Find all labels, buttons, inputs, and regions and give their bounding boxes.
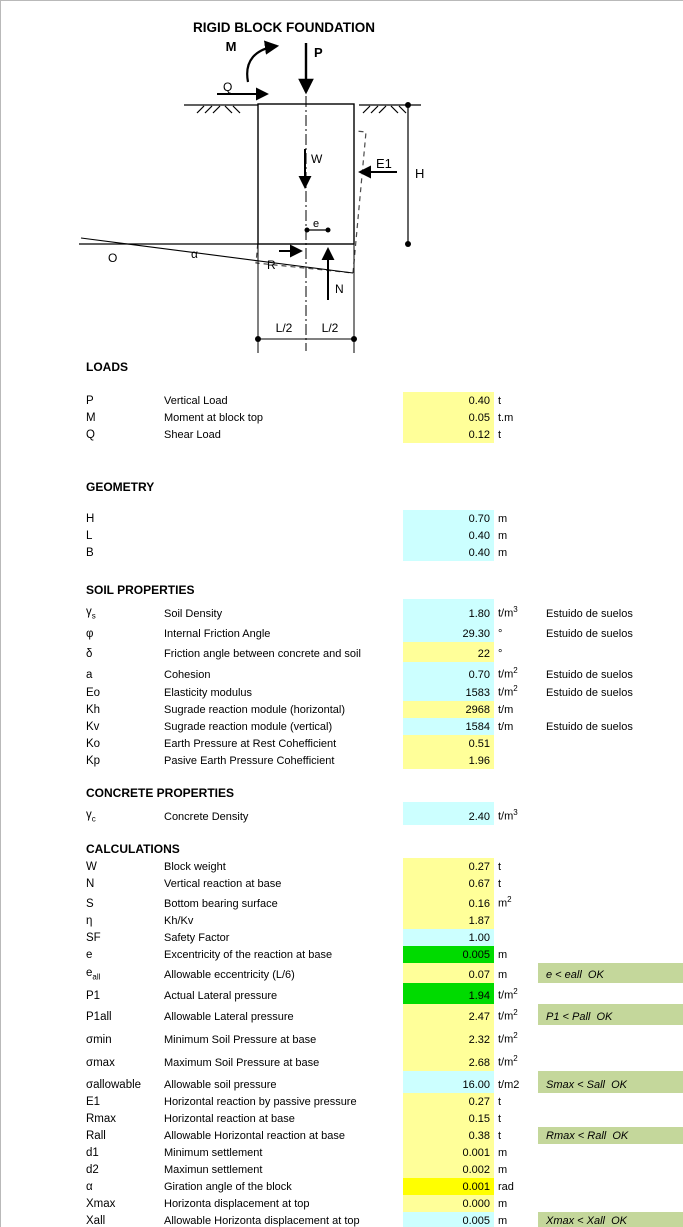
unit-text: m xyxy=(498,530,508,542)
symbol-cell xyxy=(86,429,95,441)
source-note: Estuido de suelos xyxy=(546,608,633,620)
symbol-subscript: all xyxy=(92,972,101,981)
symbol-text: Rall xyxy=(86,1130,106,1142)
table-row xyxy=(1,963,683,983)
symbol-text: Xmax xyxy=(86,1198,116,1210)
unit-text: m xyxy=(498,547,508,559)
description-label: Vertical Load xyxy=(164,395,228,407)
unit-label xyxy=(498,969,507,981)
unit-label xyxy=(498,878,501,890)
value-cell[interactable]: 0.40 xyxy=(403,392,494,409)
unit-label xyxy=(498,1113,501,1125)
symbol-text: M xyxy=(86,412,96,424)
description-label: Maximun settlement xyxy=(164,1164,263,1176)
description-label: Shear Load xyxy=(164,429,221,441)
value-cell[interactable]: 0.000 xyxy=(403,1195,494,1212)
unit-label xyxy=(498,1215,507,1227)
symbol-text: σallowable xyxy=(86,1079,142,1091)
table-row xyxy=(1,527,683,544)
source-note: Estuido de suelos xyxy=(546,669,633,681)
unit-text: t/m xyxy=(498,669,514,681)
unit-text: m xyxy=(498,1164,508,1176)
unit-text: t xyxy=(498,878,502,890)
symbol-text: δ xyxy=(86,648,93,660)
moment-arrow xyxy=(247,46,277,82)
symbol-text: σmin xyxy=(86,1034,112,1046)
symbol-text: P1 xyxy=(86,990,101,1002)
description-label: Horizonta displacement at top xyxy=(164,1198,310,1210)
symbol-cell xyxy=(86,513,94,525)
foundation-diagram xyxy=(1,1,683,356)
symbol-cell xyxy=(86,669,92,681)
dimension-dot xyxy=(351,336,357,342)
table-row xyxy=(1,875,683,892)
value-cell[interactable]: 0.70 xyxy=(403,662,494,683)
description-label: Block weight xyxy=(164,861,226,873)
symbol-text: φ xyxy=(86,628,94,640)
unit-label xyxy=(498,412,513,424)
description-label: Bottom bearing surface xyxy=(164,898,278,910)
description-label: Sugrade reaction module (horizontal) xyxy=(164,704,345,716)
symbol-text: SF xyxy=(86,932,101,944)
symbol-cell xyxy=(86,738,100,750)
value-cell[interactable]: 1.87 xyxy=(403,912,494,929)
value-cell[interactable]: 0.005 xyxy=(403,1212,494,1227)
symbol-cell xyxy=(86,547,94,559)
description-label: Cohesion xyxy=(164,669,211,681)
unit-label xyxy=(498,547,507,559)
value-cell[interactable]: 0.002 xyxy=(403,1161,494,1178)
symbol-text: Kp xyxy=(86,755,101,767)
table-row xyxy=(1,718,683,735)
value-cell[interactable]: 1.00 xyxy=(403,929,494,946)
symbol-text: Kh xyxy=(86,704,101,716)
eccentricity-dot xyxy=(305,228,310,233)
dimension-dot xyxy=(255,336,261,342)
symbol-cell xyxy=(86,1113,116,1125)
value-cell[interactable]: 1583 xyxy=(403,683,494,701)
symbol-cell xyxy=(86,1130,106,1142)
symbol-cell xyxy=(86,967,100,981)
table-row xyxy=(1,1025,683,1048)
value-cell[interactable]: 0.16 xyxy=(403,892,494,912)
unit-text: ° xyxy=(498,648,503,660)
unit-label xyxy=(498,895,512,910)
value-cell[interactable]: 0.005 xyxy=(403,946,494,963)
symbol-text: E1 xyxy=(86,1096,101,1108)
value-cell[interactable]: 0.27 xyxy=(403,858,494,875)
unit-text: t/m xyxy=(498,1011,514,1023)
table-row xyxy=(1,1144,683,1161)
unit-text: m xyxy=(498,1215,508,1227)
symbol-text: P1all xyxy=(86,1011,112,1023)
unit-text: t xyxy=(498,861,502,873)
symbol-text: P xyxy=(86,395,94,407)
table-row xyxy=(1,946,683,963)
table-row xyxy=(1,1048,683,1071)
unit-exponent: 2 xyxy=(513,1031,518,1041)
table-row xyxy=(1,1195,683,1212)
unit-label xyxy=(498,1147,507,1159)
unit-label xyxy=(498,429,501,441)
symbol-subscript: c xyxy=(91,814,96,823)
symbol-cell xyxy=(86,412,96,424)
description-label: Minimum Soil Pressure at base xyxy=(164,1034,317,1046)
symbol-text: W xyxy=(86,861,97,873)
value-cell[interactable]: 0.67 xyxy=(403,875,494,892)
check-status-badge: Xmax < Xall OK xyxy=(538,1212,683,1227)
unit-text: m xyxy=(498,513,508,525)
unit-label xyxy=(498,704,513,716)
value-cell[interactable]: 22 xyxy=(403,642,494,662)
symbol-cell xyxy=(86,687,100,699)
value-cell[interactable]: 2.47 xyxy=(403,1004,494,1025)
unit-text: m xyxy=(498,898,508,910)
table-row xyxy=(1,1071,683,1093)
symbol-text: H xyxy=(86,513,95,525)
check-status-badge: P1 < Pall OK xyxy=(538,1004,683,1025)
calculation-tables xyxy=(1,356,683,1227)
unit-label xyxy=(498,648,502,660)
symbol-text: γ xyxy=(86,605,92,618)
check-status-badge: Rmax < Rall OK xyxy=(538,1127,683,1144)
symbol-cell xyxy=(86,861,97,873)
value-cell[interactable]: 2.68 xyxy=(403,1048,494,1071)
unit-text: t/m xyxy=(498,721,514,733)
value-cell[interactable]: 0.001 xyxy=(403,1144,494,1161)
symbol-text: d2 xyxy=(86,1164,99,1176)
unit-text: t.m xyxy=(498,412,514,424)
table-row xyxy=(1,662,683,683)
origin-label: O xyxy=(108,251,118,265)
section-concrete-properties xyxy=(1,785,683,825)
description-label: Vertical reaction at base xyxy=(164,878,282,890)
description-label: Allowable Horizontal reaction at base xyxy=(164,1130,345,1142)
value-cell[interactable]: 0.70 xyxy=(403,510,494,527)
value-cell[interactable]: 0.40 xyxy=(403,544,494,561)
description-label: Giration angle of the block xyxy=(164,1181,292,1193)
symbol-cell xyxy=(86,1011,112,1023)
moment-label: M xyxy=(225,39,237,54)
check-status-badge: Smax < Sall OK xyxy=(538,1071,683,1093)
unit-text: t xyxy=(498,395,502,407)
symbol-text: Rmax xyxy=(86,1113,117,1125)
unit-label xyxy=(498,861,501,873)
description-label: Safety Factor xyxy=(164,932,230,944)
table-row xyxy=(1,1212,683,1227)
symbol-text: γ xyxy=(86,808,92,821)
table-row xyxy=(1,1110,683,1127)
value-cell[interactable]: 0.07 xyxy=(403,963,494,983)
unit-text: m xyxy=(498,1198,508,1210)
description-label: Minimum settlement xyxy=(164,1147,263,1159)
unit-label xyxy=(498,949,507,961)
unit-exponent: 2 xyxy=(513,666,518,676)
description-label: Allowable Horizonta displacement at top xyxy=(164,1215,360,1227)
unit-text: rad xyxy=(498,1181,514,1193)
weight-label: W xyxy=(311,152,323,166)
value-cell[interactable]: 1.96 xyxy=(403,752,494,769)
unit-label xyxy=(498,605,518,620)
description-label: Concrete Density xyxy=(164,811,249,823)
unit-text: t/m xyxy=(498,1057,514,1069)
symbol-cell xyxy=(86,704,100,716)
table-row xyxy=(1,929,683,946)
section-geometry xyxy=(1,479,683,561)
value-cell[interactable]: 29.30 xyxy=(403,622,494,642)
symbol-text: e xyxy=(86,966,93,979)
unit-label xyxy=(498,1181,514,1193)
section-title: GEOMETRY xyxy=(86,480,155,494)
symbol-text: α xyxy=(86,1181,93,1193)
description-label: Soil Density xyxy=(164,608,223,620)
description-label: Friction angle between concrete and soil xyxy=(164,648,361,660)
unit-text: m xyxy=(498,1147,508,1159)
symbol-cell xyxy=(86,648,92,660)
description-label: Earth Pressure at Rest Cohefficient xyxy=(164,738,337,750)
symbol-cell xyxy=(86,1096,100,1108)
table-row xyxy=(1,426,683,443)
source-note: Estuido de suelos xyxy=(546,721,633,733)
symbol-text: a xyxy=(86,669,93,681)
unit-text: m xyxy=(498,949,508,961)
symbol-cell xyxy=(86,1181,93,1193)
value-cell[interactable]: 0.15 xyxy=(403,1110,494,1127)
table-row xyxy=(1,510,683,527)
rotation-angle-label: α xyxy=(191,247,198,261)
table-row xyxy=(1,392,683,409)
symbol-text: σmax xyxy=(86,1057,115,1069)
symbol-cell xyxy=(86,628,93,640)
unit-label xyxy=(498,1054,518,1069)
section-calculations xyxy=(1,841,683,1227)
table-row xyxy=(1,912,683,929)
symbol-cell xyxy=(86,949,92,961)
description-label: Horizontal reaction by passive pressure xyxy=(164,1096,357,1108)
symbol-cell xyxy=(86,1164,99,1176)
table-row xyxy=(1,752,683,769)
table-row xyxy=(1,642,683,662)
value-cell[interactable]: 0.12 xyxy=(403,426,494,443)
value-cell[interactable]: 0.05 xyxy=(403,409,494,426)
unit-label xyxy=(498,808,518,823)
description-label: Internal Friction Angle xyxy=(164,628,271,640)
symbol-cell xyxy=(86,1198,115,1210)
table-row xyxy=(1,622,683,642)
value-cell[interactable]: 16.00 xyxy=(403,1071,494,1093)
symbol-cell xyxy=(86,755,100,767)
table-row xyxy=(1,1004,683,1025)
source-note: Estuido de suelos xyxy=(546,628,633,640)
symbol-text: B xyxy=(86,547,94,559)
table-row xyxy=(1,1127,683,1144)
table-row xyxy=(1,1161,683,1178)
unit-label xyxy=(498,1164,507,1176)
unit-exponent: 2 xyxy=(513,1054,518,1064)
unit-exponent: 2 xyxy=(513,987,518,997)
dimension-dot xyxy=(405,102,411,108)
symbol-text: Q xyxy=(86,429,95,441)
diagram-title: RIGID BLOCK FOUNDATION xyxy=(193,20,375,35)
symbol-text: Eo xyxy=(86,687,101,699)
value-cell[interactable]: 0.27 xyxy=(403,1093,494,1110)
value-cell[interactable]: 1584 xyxy=(403,718,494,735)
symbol-cell xyxy=(86,1215,105,1227)
unit-text: t/m xyxy=(498,608,514,620)
description-label: Actual Lateral pressure xyxy=(164,990,278,1002)
table-row xyxy=(1,983,683,1004)
value-cell[interactable]: 2.40 xyxy=(403,802,494,825)
value-cell[interactable]: 1.94 xyxy=(403,983,494,1004)
symbol-cell xyxy=(86,898,94,910)
value-cell[interactable]: 0.40 xyxy=(403,527,494,544)
value-cell[interactable]: 0.001 xyxy=(403,1178,494,1195)
section-loads xyxy=(1,359,683,443)
value-cell[interactable]: 2.32 xyxy=(403,1025,494,1048)
symbol-cell xyxy=(86,1079,141,1091)
symbol-text: N xyxy=(86,878,95,890)
table-row xyxy=(1,544,683,561)
unit-label xyxy=(498,1031,518,1046)
depth-label: H xyxy=(415,166,425,181)
table-row xyxy=(1,802,683,825)
symbol-text: d1 xyxy=(86,1147,99,1159)
unit-label xyxy=(498,513,507,525)
symbol-cell xyxy=(86,878,94,890)
check-status-badge: e < eall OK xyxy=(538,963,683,983)
symbol-cell xyxy=(86,990,100,1002)
table-row xyxy=(1,409,683,426)
symbol-cell xyxy=(86,606,96,620)
symbol-text: Kv xyxy=(86,721,100,733)
unit-label xyxy=(498,628,502,640)
value-cell[interactable]: 0.38 xyxy=(403,1127,494,1144)
table-row xyxy=(1,1178,683,1195)
unit-label xyxy=(498,666,518,681)
base-shear-label: R xyxy=(267,258,276,272)
unit-label xyxy=(498,1096,501,1108)
unit-exponent: 2 xyxy=(507,895,512,905)
unit-text: ° xyxy=(498,628,503,640)
axial-load-label: P xyxy=(314,45,323,60)
unit-label xyxy=(498,987,518,1002)
symbol-cell xyxy=(86,932,101,944)
description-label: Allowable Lateral pressure xyxy=(164,1011,294,1023)
description-label: Horizontal reaction at base xyxy=(164,1113,295,1125)
symbol-text: Ko xyxy=(86,738,101,750)
description-label: Sugrade reaction module (vertical) xyxy=(164,721,333,733)
symbol-cell xyxy=(86,1057,115,1069)
unit-text: t xyxy=(498,1113,502,1125)
unit-text: t/m xyxy=(498,811,514,823)
table-row xyxy=(1,735,683,752)
unit-label xyxy=(498,1079,519,1091)
unit-label xyxy=(498,1198,507,1210)
passive-force-label: E1 xyxy=(376,156,392,171)
symbol-cell xyxy=(86,809,96,823)
unit-text: t/m xyxy=(498,704,514,716)
unit-exponent: 3 xyxy=(513,808,518,818)
source-note: Estuido de suelos xyxy=(546,687,633,699)
symbol-text: η xyxy=(86,915,93,927)
unit-exponent: 2 xyxy=(513,684,518,694)
table-row xyxy=(1,1093,683,1110)
unit-label xyxy=(498,684,518,699)
table-row xyxy=(1,858,683,875)
symbol-cell xyxy=(86,1147,99,1159)
half-width-label: L/2 xyxy=(275,321,293,335)
unit-label xyxy=(498,530,507,542)
symbol-text: S xyxy=(86,898,94,910)
value-cell[interactable]: 2968 xyxy=(403,701,494,718)
unit-text: t/m xyxy=(498,990,514,1002)
symbol-text: L xyxy=(86,530,93,542)
symbol-cell xyxy=(86,915,92,927)
symbol-cell xyxy=(86,721,99,733)
unit-text: t xyxy=(498,1096,502,1108)
ground-right xyxy=(359,105,421,113)
unit-text: t xyxy=(498,429,502,441)
table-row xyxy=(1,701,683,718)
unit-text: t/m2 xyxy=(498,1079,520,1091)
symbol-cell xyxy=(86,395,94,407)
unit-exponent: 2 xyxy=(513,1008,518,1018)
half-width-label: L/2 xyxy=(321,321,339,335)
value-cell[interactable]: 1.80 xyxy=(403,599,494,622)
symbol-text: Xall xyxy=(86,1215,106,1227)
value-cell[interactable]: 0.51 xyxy=(403,735,494,752)
description-label: Elasticity modulus xyxy=(164,687,253,699)
unit-text: m xyxy=(498,969,508,981)
section-title: CALCULATIONS xyxy=(86,842,180,856)
section-soil-properties xyxy=(1,582,683,769)
section-title: SOIL PROPERTIES xyxy=(86,583,195,597)
section-title: CONCRETE PROPERTIES xyxy=(86,786,235,800)
dimension-dot xyxy=(405,241,411,247)
table-row xyxy=(1,599,683,622)
symbol-cell xyxy=(86,530,92,542)
unit-exponent: 3 xyxy=(513,605,518,615)
description-label: Maximum Soil Pressure at base xyxy=(164,1057,320,1069)
description-label: Kh/Kv xyxy=(164,915,194,927)
unit-text: t/m xyxy=(498,1034,514,1046)
symbol-cell xyxy=(86,1034,112,1046)
symbol-subscript: s xyxy=(91,611,96,620)
description-label: Allowable soil pressure xyxy=(164,1079,277,1091)
eccentricity-dot xyxy=(326,228,331,233)
unit-label xyxy=(498,1008,518,1023)
description-label: Allowable eccentricity (L/6) xyxy=(164,969,295,981)
unit-text: t xyxy=(498,1130,502,1142)
unit-label xyxy=(498,721,513,733)
description-label: Pasive Earth Pressure Cohefficient xyxy=(164,755,335,767)
shear-label: Q xyxy=(223,80,233,94)
unit-label xyxy=(498,1130,501,1142)
unit-text: t/m xyxy=(498,687,514,699)
ground-left xyxy=(184,105,258,113)
description-label: Excentricity of the reaction at base xyxy=(164,949,333,961)
description-label: Moment at block top xyxy=(164,412,264,424)
section-title: LOADS xyxy=(86,360,128,374)
unit-label xyxy=(498,395,501,407)
normal-reaction-label: N xyxy=(335,282,344,296)
eccentricity-label: e xyxy=(313,218,320,230)
symbol-text: e xyxy=(86,949,93,961)
table-row xyxy=(1,683,683,701)
table-row xyxy=(1,892,683,912)
